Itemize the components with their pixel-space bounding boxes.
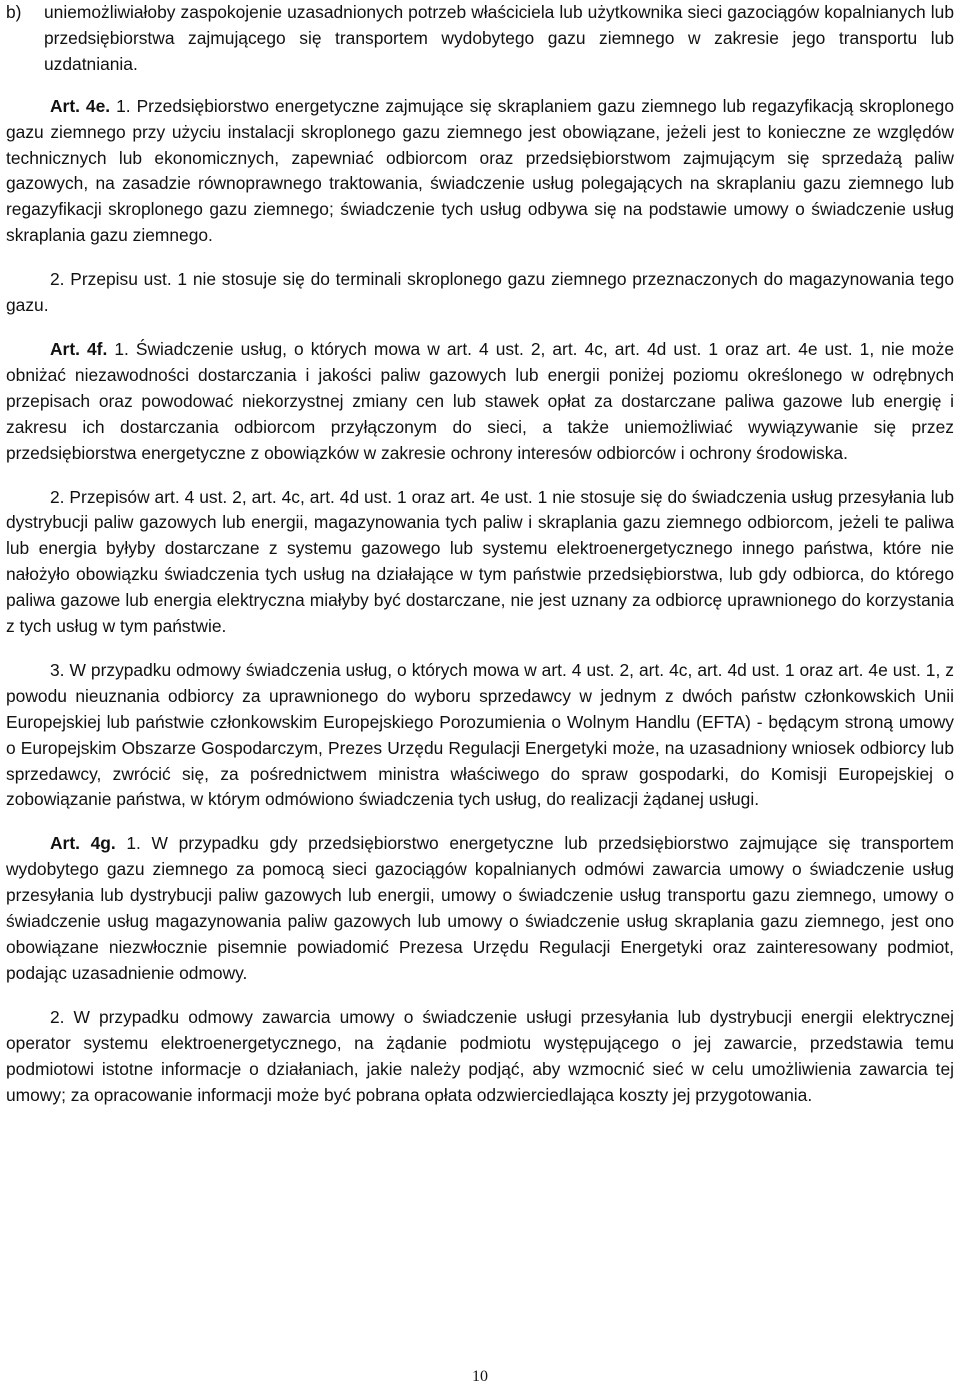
list-item-text: uniemożliwiałoby zaspokojenie uzasadnionych potrzeb właściciela lub użytkownika sieci gazociągów kopalnianych lub przedsiębiorstwa zajmującego się transportem wydobytego gazu ziemnego w zakresie jego transportu lub uzdatniania.	[44, 2, 954, 74]
art-4e-paragraph-2: 2. Przepisu ust. 1 nie stosuje się do terminali skroplonego gazu ziemnego przeznaczonych do magazynowania tego gazu.	[6, 269, 954, 316]
art-4g-paragraph-1	[6, 831, 954, 986]
art-4f-paragraph-1	[6, 337, 954, 467]
art-4g-paragraph-2: 2. W przypadku odmowy zawarcia umowy o świadczenie usługi przesyłania lub dystrybucji energii elektrycznej operator systemu elektroenergetycznego, na żądanie podmiotu występującego o jej zawarcie, przedstawia temu podmiotowi istotne informacje o działaniach, jakie należy podjąć, aby wzmocnić sieć w celu umożliwienia zawarcia tej umowy; za opracowanie informacji może być pobrana opłata odzwierciedlająca koszty jej przygotowania.	[6, 1006, 954, 1105]
article-label: Art. 4g.	[50, 833, 116, 854]
paragraph-text: 1. Przedsiębiorstwo energetyczne zajmujące się skraplaniem gazu ziemnego lub regazyfikacją skroplonego gazu ziemnego przy użyciu instalacji skroplonego gazu ziemnego jest obowiązane, jeżeli jest to konieczne ze względów technicznych lub ekonomicznych, zapewniać odbiorcom oraz przedsiębiorstwom zajmującym się sprzedażą paliw gazowych, na zasadzie równoprawnego traktowania, świadczenie usług polegających na skraplaniu gazu ziemnego lub regazyfikacji skroplonego gazu ziemnego; świadczenie tych usług odbywa się na podstawie umowy o świadczenie usług skraplania gazu ziemnego.	[6, 95, 954, 246]
paragraph-text: 1. Świadczenie usług, o których mowa w art. 4 ust. 2, art. 4c, art. 4d ust. 1 oraz art. 4e ust. 1, nie może obniżać niezawodności dostarczania i jakości paliw gazowych lub energii poniżej poziomu określonego w odrębnych przepisach oraz powodować niekorzystnej zmiany cen lub stawek opłat za dostarczane paliwa gazowe lub energię i zakresu ich dostarczania odbiorcom przyłączonym do sieci, a także uniemożliwiać wywiązywanie się przez przedsiębiorstwa energetyczne z obowiązków w zakresie ochrony interesów odbiorców i ochrony środowiska.	[6, 338, 954, 463]
article-label: Art. 4e.	[50, 95, 111, 116]
article-label: Art. 4f.	[50, 338, 108, 359]
list-item-b	[6, 0, 954, 78]
art-4f-paragraph-2: 2. Przepisów art. 4 ust. 2, art. 4c, art. 4d ust. 1 oraz art. 4e ust. 1 nie stosuje się do świadczenia usług przesyłania lub dystrybucji paliw gazowych lub energii, magazynowania tych paliw i skraplania gazu ziemnego odbiorcom, jeżeli te paliwa lub energia byłyby dostarczane z systemu gazowego lub systemu elektroenergetycznego innego państwa, które nie nałożyło obowiązku świadczenia tych usług na działające w tym państwie przedsiębiorstwa, lub gdy odbiorca, do którego paliwa gazowe lub energia elektryczna miałyby być dostarczane, nie jest uznany za odbiorcę uprawnionego do korzystania z tych usług w tym państwie.	[6, 486, 954, 637]
paragraph-text: 1. W przypadku gdy przedsiębiorstwo energetyczne lub przedsiębiorstwo zajmujące się transportem wydobytego gazu ziemnego za pomocą sieci gazociągów kopalnianych odmówi zawarcia umowy o świadczenie usług przesyłania lub dystrybucji paliw gazowych lub energii, umowy o świadczenie usług transportu gazu ziemnego, umowy o świadczenie usług magazynowania paliw gazowych lub umowy o świadczenie usług skraplania gazu ziemnego, jest ono obowiązane niezwłocznie pisemnie powiadomić Prezesa Urzędu Regulacji Energetyki oraz zainteresowany podmiot, podając uzasadnienie odmowy.	[6, 833, 954, 983]
document-body	[6, 0, 954, 1108]
art-4e-paragraph-1	[6, 94, 954, 249]
page-number: 10	[472, 1368, 488, 1385]
art-4f-paragraph-3: 3. W przypadku odmowy świadczenia usług, o których mowa w art. 4 ust. 2, art. 4c, art. 4d ust. 1 oraz art. 4e ust. 1, z powodu nieuznania odbiorcy za uprawnionego do wyboru sprzedawcy w jednym z dwóch państw członkowskich Unii Europejskiej lub państwie członkowskim Europejskiego Porozumienia o Wolnym Handlu (EFTA) - będącym stroną umowy o Europejskim Obszarze Gospodarczym, Prezes Urzędu Regulacji Energetyki może, na uzasadniony wniosek odbiorcy lub sprzedawcy, zwrócić się, za pośrednictwem ministra właściwego do spraw gospodarki, do Komisji Europejskiej o zobowiązanie państwa, w którym odmówiono świadczenia tych usług, do realizacji żądanej usługi.	[6, 659, 954, 810]
list-marker: b)	[6, 2, 22, 22]
